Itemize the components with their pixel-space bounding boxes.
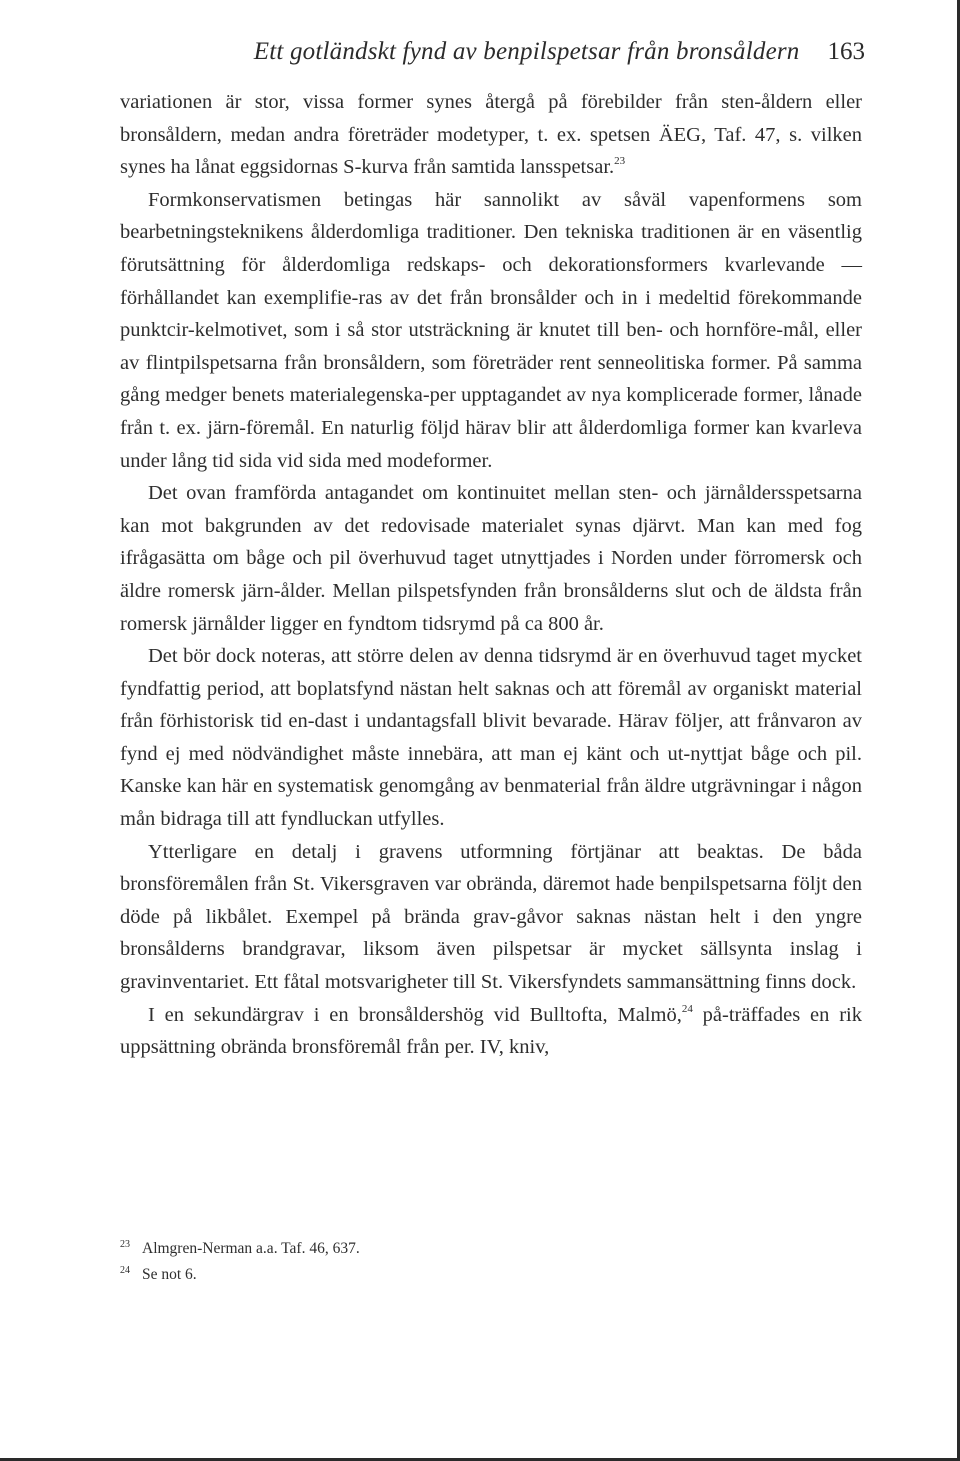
paragraph-text: Formkonservatismen betingas här sannolikt av såväl vapenformens som bearbetningsteknikens ålderdomliga traditioner. Den tekniska traditionen är en väsentlig förutsättning för ålderdomliga redskaps- och dekorationsformers kvarlevande — förhållandet kan exemplifie-ras av det från bronsålder och in i medeltid förekommande punktcir-kelmotivet, som i så stor utsträckning är knutet till ben- och hornföre-mål, eller av flintpilspetsarna från bronsåldern, som företräder rent senneolitiska former. På samma gång medger benets materialegenska-per upptagandet av nya komplicerade former, lånade från t. ex. järn-föremål. En naturlig följd härav blir att ålderdomliga former kan kvarleva under lång tid sida vid sida med modeformer.	[120, 188, 862, 472]
paragraph-text: på-träffades en rik uppsättning obrända bronsföremål från per. IV, kniv,	[120, 1003, 862, 1059]
running-head	[120, 38, 865, 78]
paragraph-text: variationen är stor, vissa former synes återgå på förebilder från sten-åldern eller bronsåldern, medan andra företräder modetyper, t. ex. spetsen ÄEG, Taf. 47, s. vilken synes ha lånat eggsidornas S-kurva från samtida lansspetsar.	[120, 91, 862, 179]
body-text	[120, 86, 862, 1064]
paragraph	[120, 86, 862, 184]
footnotes	[120, 1236, 862, 1288]
page-number: 163	[827, 38, 865, 65]
footnote	[120, 1236, 862, 1262]
paragraph	[120, 640, 862, 836]
footnote-text: Se not 6.	[142, 1266, 197, 1283]
footnote-mark: 23	[120, 1239, 130, 1250]
footnote	[120, 1262, 862, 1288]
paragraph	[120, 184, 862, 477]
paragraph	[120, 477, 862, 640]
footnote-reference: 24	[681, 1002, 693, 1015]
paragraph-text: Det ovan framförda antagandet om kontinuitet mellan sten- och järnåldersspetsarna kan mot bakgrunden av det redovisade materialet synas djärvt. Man kan med fog ifrågasätta om båge och pil överhuvud taget utnyttjades i Norden under förromersk och äldre romersk järn-ålder. Mellan pilspetsfynden från bronsålderns slut och de äldsta från romersk järnålder ligger en fyndtom tidsrymd på ca 800 år.	[120, 482, 862, 635]
paragraph-text: I en sekundärgrav i en bronsåldershög vid Bulltofta, Malmö,	[148, 1003, 682, 1026]
running-title: Ett gotländskt fynd av benpilspetsar från bronsåldern	[253, 38, 800, 65]
paragraph-text: Ytterligare en detalj i gravens utformning förtjänar att beaktas. De båda bronsföremålen från St. Vikersgraven var obrända, däremot hade benpilspetsarna följt den döde på likbålet. Exempel på brända grav-gåvor saknas nästan helt i den yngre bronsålderns brandgravar, liksom även pilspetsar är mycket sällsynta inslag i gravinventariet. Ett fåtal motsvarigheter till St. Vikersfyndets sammansättning finns dock.	[120, 840, 862, 994]
paragraph-text: Det bör dock noteras, att större delen av denna tidsrymd är en överhuvud taget mycket fyndfattig period, att boplatsfynd nästan helt saknas och att föremål av organiskt material från förhistorisk tid en-dast i undantagsfall blivit bevarade. Härav följer, att frånvaron av fynd ej med nödvändighet måste innebära, att man ej känt och ut-nyttjat båge och pil. Kanske kan här en systematisk genomgång av benmaterial från äldre utgrävningar i någon mån bidraga till att fyndluckan utfylles.	[120, 645, 862, 831]
footnote-mark: 24	[120, 1265, 130, 1276]
paragraph	[120, 999, 862, 1064]
paragraph	[120, 836, 862, 999]
footnote-text: Almgren-Nerman a.a. Taf. 46, 637.	[142, 1240, 360, 1257]
footnote-reference: 23	[614, 155, 626, 168]
